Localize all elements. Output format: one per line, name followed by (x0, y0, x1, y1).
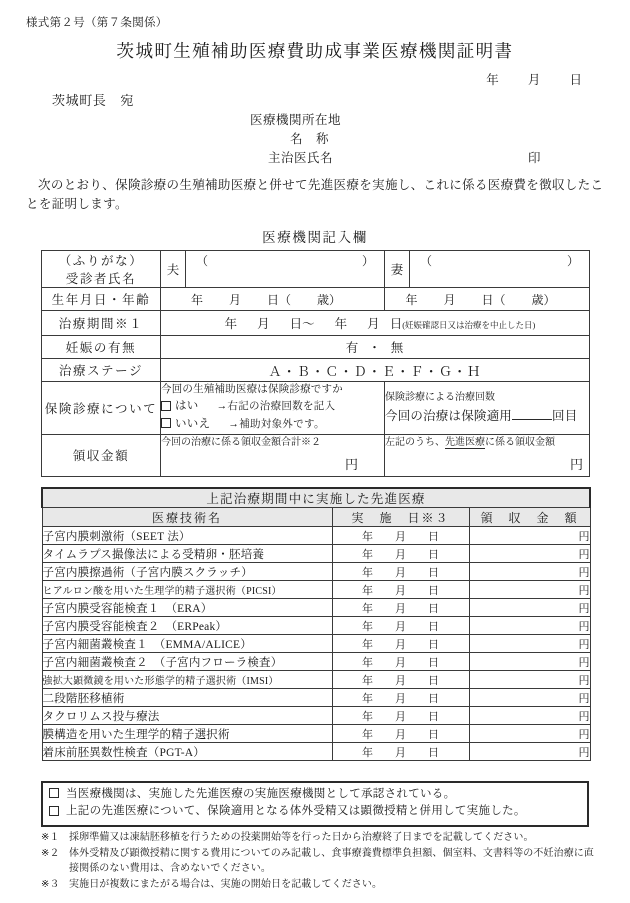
wife-label-cell: 妻 (385, 251, 410, 288)
technique-amount-field[interactable]: 円 (469, 725, 590, 743)
table-row (42, 635, 590, 653)
date-year: 年 (362, 692, 373, 705)
table-row (42, 581, 590, 599)
date-year: 年 (362, 584, 373, 597)
technique-name: 子宮内膜受容能検査２ （ERPeak） (42, 617, 332, 635)
technique-name: 二段階胚移植術 (42, 689, 332, 707)
paren-open: （ (420, 253, 433, 268)
table-row (42, 434, 590, 476)
wife-birth-field[interactable] (405, 291, 568, 308)
form-number: 様式第２号（第７条関係） (26, 17, 168, 29)
advanced-banner: 上記治療期間中に実施した先進医療 (42, 488, 590, 508)
patient-info-table (41, 250, 590, 477)
technique-date-field[interactable] (332, 635, 469, 653)
insurance-count-text-1: 今回の治療は保険適用 (385, 408, 513, 423)
insurance-count-input[interactable] (512, 419, 552, 420)
technique-name: 子宮内膜擦過術（子宮内膜スクラッチ） (42, 563, 332, 581)
technique-date-field[interactable] (332, 671, 469, 689)
section-title: 医療機関記入欄 (262, 230, 368, 245)
confirmation-item-2[interactable] (49, 803, 581, 820)
footnote-marker-1: ※１ (41, 832, 60, 843)
pregnancy-separator: ・ (368, 341, 382, 355)
addressee (52, 90, 134, 109)
confirmation-item-1[interactable] (49, 786, 581, 803)
table-row (42, 689, 590, 707)
checkbox-icon[interactable] (161, 418, 171, 428)
receipt-total-caption: 今回の治療に係る領収金額合計※２ (161, 436, 321, 448)
institution-address-row (250, 110, 341, 129)
date-month: 月 (395, 692, 406, 705)
column-header-technique: 医療技術名 (42, 508, 332, 527)
table-row (42, 382, 590, 435)
period-month-from: 月 (257, 317, 270, 331)
wife-birth-cell[interactable] (385, 288, 590, 311)
date-month: 月 (395, 620, 406, 633)
date-day: 日 (428, 638, 439, 651)
table-row (42, 311, 590, 336)
furigana-label: （ふりがな） (58, 254, 144, 268)
date-month: 月 (395, 566, 406, 579)
wife-name-field[interactable] (410, 270, 589, 287)
technique-date-field[interactable] (332, 545, 469, 563)
technique-amount-field[interactable]: 円 (469, 599, 590, 617)
table-row (42, 545, 590, 563)
receipt-advanced-caption-2: に係る領収金額 (485, 436, 555, 448)
period-day-to: 日 (389, 317, 403, 331)
table-row (42, 288, 590, 311)
footnote-marker-2: ※２ (41, 847, 60, 859)
period-year-from: 年 (224, 317, 238, 331)
footnote-2 (41, 846, 601, 877)
advanced-header-row (42, 508, 590, 527)
table-row (42, 527, 590, 545)
technique-name: 子宮内膜刺激術（SEET 法） (42, 527, 332, 545)
certification-statement: 次のとおり、保険診療の生殖補助医療と併せて先進医療を実施し、これに係る医療費を徴収したことを証明します。 (26, 178, 604, 212)
technique-amount-field[interactable]: 円 (469, 743, 590, 761)
doctor-name-row (250, 148, 542, 167)
table-row (42, 725, 590, 743)
table-row (42, 743, 590, 761)
date-month: 月 (395, 584, 406, 597)
advanced-banner-row (42, 488, 590, 508)
date-month: 月 (395, 674, 406, 687)
table-row (42, 359, 590, 382)
treatment-period-label-cell: 治療期間※１ (42, 311, 161, 336)
insurance-label-cell: 保険診療について (42, 382, 161, 435)
period-note: (妊娠確認日又は治療を中止した日) (402, 320, 536, 330)
footnote-text-2: 体外受精及び顕微授精に関する費用についてのみ記載し、食事療養費標準負担額、個室料、文書料等の不妊治療に直接関係のない費用は、含めないでください。 (69, 847, 594, 874)
date-day: 日 (428, 710, 439, 723)
institution-name-label: 名 称 (290, 132, 330, 146)
issue-date-line (486, 70, 582, 88)
table-row (42, 599, 590, 617)
date-month: 月 (395, 530, 406, 543)
date-day: 日 (428, 692, 439, 705)
technique-amount-field[interactable]: 円 (469, 545, 590, 563)
doctor-name-label: 主治医氏名 (268, 151, 334, 165)
technique-date-field[interactable] (332, 527, 469, 545)
date-day: 日 (428, 620, 439, 633)
pregnancy-label-cell: 妊娠の有無 (42, 336, 161, 359)
date-day: 日 (428, 656, 439, 669)
insurance-option-no-note: →補助対象外です。 (228, 419, 325, 431)
date-month: 月 (395, 638, 406, 651)
footnotes (41, 830, 601, 892)
technique-name: 着床前胚異数性検査（PGT-A） (42, 743, 332, 761)
date-year: 年 (362, 548, 373, 561)
technique-name: 膜構造を用いた生理学的精子選択術 (42, 725, 332, 743)
table-row (42, 563, 590, 581)
technique-name: 子宮内細菌叢検査２ （子宮内フローラ検査） (42, 653, 332, 671)
issue-date-year: 年 (486, 73, 499, 87)
date-month: 月 (395, 710, 406, 723)
insurance-count-line[interactable] (385, 406, 589, 427)
technique-name: ヒアルロン酸を用いた生理学的精子選択術（PICSI） (42, 581, 332, 599)
footnote-marker-3: ※３ (41, 878, 60, 890)
date-month: 月 (395, 746, 406, 759)
husband-label-cell: 夫 (161, 251, 186, 288)
birth-month: 月 (443, 292, 456, 307)
husband-furigana-cell[interactable] (186, 251, 385, 288)
birth-year: 年 (190, 292, 203, 307)
date-year: 年 (362, 638, 373, 651)
birth-day: 日（ (267, 292, 292, 307)
table-row (42, 671, 590, 689)
date-day: 日 (428, 548, 439, 561)
date-year: 年 (362, 602, 373, 615)
date-day: 日 (428, 566, 439, 579)
table-row (42, 336, 590, 359)
receipt-total-unit: 円 (344, 456, 358, 472)
technique-amount-field[interactable]: 円 (469, 563, 590, 581)
insurance-option-yes[interactable] (161, 398, 384, 416)
technique-name: 強拡大顕微鏡を用いた形態学的精子選択術（IMSI） (42, 671, 332, 689)
receipt-advanced-unit: 円 (569, 456, 583, 472)
paren-open: （ (196, 253, 209, 268)
receipt-advanced-caption-link: 先進医療 (445, 436, 485, 448)
receipt-label-cell: 領収金額 (42, 434, 161, 476)
birth-age: 歳） (317, 292, 342, 307)
technique-amount-field[interactable]: 円 (469, 653, 590, 671)
page-title: 茨城町生殖補助医療費助成事業医療機関証明書 (116, 41, 514, 61)
checkbox-icon[interactable] (49, 788, 59, 798)
column-header-date: 実 施 日※３ (332, 508, 469, 527)
husband-birth-field[interactable] (191, 291, 354, 308)
insurance-count-caption: 保険診療による治療回数 (385, 391, 495, 403)
technique-amount-field[interactable]: 円 (469, 671, 590, 689)
patient-name-label-cell (42, 251, 161, 288)
footnote-3 (41, 877, 601, 893)
birth-year: 年 (405, 292, 418, 307)
technique-name: タイムラプス撮像法による受精卵・胚培養 (42, 545, 332, 563)
insurance-question: 今回の生殖補助医療は保険診療ですか (161, 384, 343, 395)
technique-date-field[interactable] (332, 689, 469, 707)
treatment-stage-options-cell[interactable]: Ａ・Ｂ・Ｃ・Ｄ・Ｅ・Ｆ・Ｇ・Ｈ (161, 359, 590, 382)
date-month: 月 (395, 548, 406, 561)
paren-close: ） (361, 253, 374, 268)
date-year: 年 (362, 656, 373, 669)
period-month-to: 月 (367, 317, 380, 331)
technique-date-field[interactable] (332, 653, 469, 671)
table-row (42, 653, 590, 671)
pregnancy-yes-option[interactable]: 有 (345, 341, 360, 355)
husband-name-field[interactable] (186, 270, 384, 287)
table-row (42, 251, 590, 288)
checkbox-icon[interactable] (49, 806, 59, 816)
husband-birth-cell[interactable] (161, 288, 385, 311)
technique-amount-field[interactable]: 円 (469, 581, 590, 599)
technique-date-field[interactable] (332, 743, 469, 761)
receipt-advanced-cell[interactable] (385, 434, 590, 476)
checkbox-icon[interactable] (161, 401, 171, 411)
addressee-suffix: 宛 (120, 93, 135, 108)
column-header-amount: 領 収 金 額 (469, 508, 590, 527)
patient-name-label: 受診者氏名 (65, 272, 137, 286)
date-month: 月 (395, 602, 406, 615)
insurance-count-cell (385, 382, 590, 435)
period-year-to: 年 (334, 317, 348, 331)
technique-amount-field[interactable]: 円 (469, 707, 590, 725)
technique-amount-field[interactable]: 円 (469, 527, 590, 545)
date-year: 年 (362, 728, 373, 741)
treatment-period-cell[interactable] (161, 311, 590, 336)
technique-name: 子宮内細菌叢検査１ （EMMA/ALICE） (42, 635, 332, 653)
technique-date-field[interactable] (332, 581, 469, 599)
advanced-treatment-table (41, 487, 591, 761)
technique-amount-field[interactable]: 円 (469, 689, 590, 707)
date-day: 日 (428, 728, 439, 741)
table-row (42, 707, 590, 725)
institution-block (250, 110, 542, 167)
confirmation-label-1: 当医療機関は、実施した先進医療の実施医療機関として承認されている。 (66, 788, 456, 800)
insurance-option-no-label: いいえ (175, 418, 211, 431)
institution-address-label: 医療機関所在地 (250, 113, 342, 127)
technique-date-field[interactable] (332, 707, 469, 725)
treatment-stage-label-cell: 治療ステージ (42, 359, 161, 382)
technique-amount-field[interactable]: 円 (469, 617, 590, 635)
date-month: 月 (395, 728, 406, 741)
seal-label: 印 (528, 151, 542, 165)
insurance-count-text-2: 回目 (552, 408, 578, 423)
date-day: 日 (428, 584, 439, 597)
date-day: 日 (428, 746, 439, 759)
pregnancy-no-option[interactable]: 無 (390, 341, 405, 355)
technique-name: 子宮内膜受容能検査１ （ERA） (42, 599, 332, 617)
confirmation-label-2: 上記の先進医療について、保険適用となる体外受精又は顕微授精と併用して実施した。 (66, 805, 526, 818)
birth-age: 歳） (531, 292, 556, 307)
confirmation-box (41, 781, 589, 827)
insurance-option-no[interactable] (161, 416, 384, 434)
paren-close: ） (566, 253, 579, 268)
date-day: 日 (428, 674, 439, 687)
addressee-name: 茨城町長 (52, 93, 107, 108)
date-month: 月 (395, 656, 406, 669)
pregnancy-choice-cell[interactable] (161, 336, 590, 359)
institution-name-row (250, 129, 341, 148)
insurance-option-yes-note: →右記の治療回数を記入 (216, 401, 336, 413)
technique-date-field[interactable] (332, 563, 469, 581)
receipt-advanced-caption-1: 左記のうち、 (385, 436, 445, 448)
insurance-question-cell (161, 382, 385, 435)
birth-month: 月 (228, 292, 241, 307)
date-day: 日 (428, 530, 439, 543)
date-year: 年 (362, 674, 373, 687)
date-year: 年 (362, 566, 373, 579)
birth-day: 日（ (481, 292, 506, 307)
technique-date-field[interactable] (332, 617, 469, 635)
date-year: 年 (362, 530, 373, 543)
footnote-1 (41, 830, 601, 846)
date-year: 年 (362, 710, 373, 723)
footnote-text-1: 採卵準備又は凍結胚移植を行うための投薬開始等を行った日から治療終了日までを記載してください。 (69, 832, 534, 843)
issue-date-month: 月 (527, 73, 541, 87)
period-day-from: 日～ (289, 317, 315, 331)
technique-name: タクロリムス投与療法 (42, 707, 332, 725)
issue-date-day: 日 (569, 73, 582, 87)
table-row (42, 617, 590, 635)
wife-furigana-field[interactable] (410, 252, 589, 270)
date-year: 年 (362, 746, 373, 759)
birth-label-cell: 生年月日・年齢 (42, 288, 161, 311)
date-year: 年 (362, 620, 373, 633)
insurance-option-yes-label: はい (175, 400, 199, 413)
footnote-text-3: 実施日が複数にまたがる場合は、実施の開始日を記載してください。 (69, 878, 383, 890)
date-day: 日 (428, 602, 439, 615)
technique-amount-field[interactable]: 円 (469, 635, 590, 653)
receipt-total-cell[interactable] (161, 434, 385, 476)
husband-furigana-field[interactable] (186, 252, 384, 270)
wife-furigana-cell[interactable] (410, 251, 590, 288)
technique-date-field[interactable] (332, 599, 469, 617)
technique-date-field[interactable] (332, 725, 469, 743)
